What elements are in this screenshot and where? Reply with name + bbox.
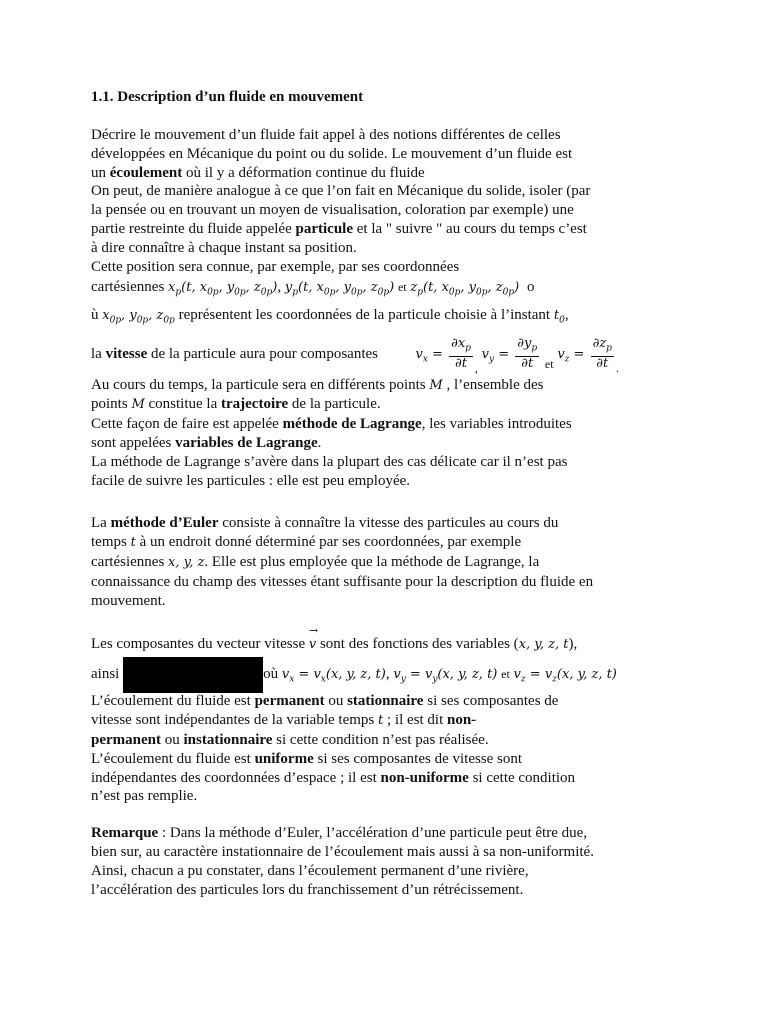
section-heading: 1.1. Description d’un fluide en mouvement — [91, 89, 364, 105]
text-line: La méthode de Lagrange s’avère dans la plupart des cas délicate car il n’est pas — [91, 453, 568, 470]
text-line: Les composantes du vecteur vitesse → v sont des fonctions des variables (x, y, z, t), — [91, 628, 691, 656]
text-line: l’accélération des particules lors du franchissement d’un rétrécissement. — [91, 881, 524, 898]
redacted-block — [123, 657, 263, 693]
fraction-dzp-dt: $\frac{\partial z_p}{\partial t}$ — [592, 336, 612, 371]
equation-initial-coords: $x_{0p}$, $y_{0p}$, $z_{0p}$ — [102, 307, 175, 326]
equation-vy: $v_y$ = — [481, 346, 514, 365]
vector-v-symbol: → v — [308, 624, 319, 653]
text-line: la pensée ou en trouvant un moyen de visualisation, coloration par exemple) une — [91, 202, 574, 219]
text-line: n’est pas remplie. — [91, 788, 198, 805]
text-line: permanent ou instationnaire si cette condition n’est pas réalisée. — [91, 731, 489, 748]
term-non: non- — [446, 712, 477, 729]
document-content — [91, 88, 691, 917]
paragraph-euler — [91, 514, 691, 610]
symbol-M: M — [429, 377, 443, 393]
text-line: développées en Mécanique du point ou du solide. Le mouvement d’un fluide est — [91, 145, 573, 162]
equation-zp: $z_p(t$, $x_{0p}$, $y_{0p}$, $z_{0p}$) — [410, 280, 520, 298]
text-line: Cette position sera connue, par exemple, par ses coordonnées — [91, 258, 460, 275]
term-ecoulement: écoulement — [109, 164, 183, 181]
text-line: vitesse sont indépendantes de la variable temps t ; il est dit non- — [91, 712, 477, 729]
paragraph-remarque — [91, 824, 691, 899]
text-line: connaissance du champ des vitesses étant suffisante pour la description du fluide en — [91, 573, 594, 590]
equation-vz-euler: $v_z = v_z(x$, y, z, t) — [513, 667, 617, 685]
term-vitesse: vitesse — [105, 345, 148, 362]
fraction-dxp-dt: $\frac{\partial x_p}{\partial t}$ — [451, 336, 471, 371]
equation-xp: $x_p(t$, $x_{0p}$, $y_{0p}$, $z_{0p}$) — [168, 280, 278, 298]
text-line: Au cours du temps, la particule sera en différents points M , l’ensemble des — [91, 376, 544, 393]
text-line: partie restreinte du fluide appelée particule et la " suivre " au cours du temps c’est — [91, 220, 587, 237]
text-line: Cette façon de faire est appelée méthode de Lagrange, les variables introduites — [91, 416, 572, 433]
equation-vx-euler: $v_x = v_x(x$, y, z, t) — [281, 667, 386, 685]
text-line: bien sur, au caractère instationnaire de l’écoulement mais aussi à sa non-uniformité. — [91, 843, 594, 860]
equation-t0: $t_0$ — [553, 307, 565, 326]
fraction-dyp-dt: $\frac{\partial y_p}{\partial t}$ — [517, 336, 538, 371]
text-line: points M constitue la trajectoire de la particule. — [91, 396, 381, 413]
term-permanent: permanent — [254, 693, 325, 710]
term-permanent: permanent — [91, 731, 161, 748]
paragraph-vitesse-euler — [91, 624, 691, 806]
equation-line-positions: cartésiennes $x_p(t$, $x_{0p}$, $y_{0p}$, $z_{0p}$), $y_p(t$, $x_{0p}$, $y_{0p}$, $z_{0p}$) et $z_p(t$, $x_{0p}$, $y_{0p}$, $z_{0p}$) o — [91, 279, 535, 298]
term-uniforme: uniforme — [254, 750, 314, 767]
term-remarque: Remarque — [91, 825, 159, 842]
text-line: à dire connaître à chaque instant sa position. — [91, 239, 357, 256]
paragraph-lagrange — [91, 126, 691, 490]
term-non-uniforme: non-uniforme — [380, 769, 469, 786]
equation-line-initial: ù $x_{0p}$, $y_{0p}$, $z_{0p}$ représentent les coordonnées de la particule choisie à l’instant $t_0$, — [91, 306, 569, 326]
equation-line-velocity: la vitesse de la particule aura pour composantes $v_x$ = $\frac{\partial x_p}{\partial t}$ $_,$ $v_y$ = $\frac{\partial y_p}{\partial t}$ $_{et}$ $v_z$ = $\frac{\partial z_p}{\partial t}$ $_.$ — [91, 336, 619, 375]
term-instationnaire: instationnaire — [183, 731, 273, 748]
equation-vz: $v_z$ = — [557, 346, 589, 365]
text-line: temps t à un endroit donné déterminé par ses coordonnées, par exemple — [91, 534, 522, 551]
text-line: un écoulement où il y a déformation continue du fluide — [91, 164, 425, 181]
symbol-variables: x, y, z, t — [518, 637, 569, 653]
text-line: indépendantes des coordonnées d’espace ; il est non-uniforme si cette condition — [91, 769, 576, 786]
symbol-t: t — [130, 535, 136, 551]
symbol-M: M — [131, 397, 145, 413]
text-line: Remarque : Dans la méthode d’Euler, l’accélération d’une particule peut être due, — [91, 825, 588, 842]
text-line: On peut, de manière analogue à ce que l’on fait en Mécanique du solide, isoler (par — [91, 183, 591, 200]
text-line: Décrire le mouvement d’un fluide fait appel à des notions différentes de celles — [91, 127, 561, 143]
text-line: L’écoulement du fluide est permanent ou stationnaire si ses composantes de — [91, 693, 559, 710]
symbol-xyz: x, y, z — [168, 554, 205, 570]
term-variables-lagrange: variables de Lagrange — [175, 434, 318, 451]
equation-line-euler-velocity: ainsi où $v_x = v_x(x$, y, z, t), $v_y = v_y(x$, y, z, t) et $v_z = v_z(x$, y, z, t) — [91, 656, 691, 692]
term-stationnaire: stationnaire — [347, 693, 424, 710]
text-line: L’écoulement du fluide est uniforme si ses composantes de vitesse sont — [91, 750, 523, 767]
symbol-t: t — [378, 713, 384, 729]
text-line: facile de suivre les particules : elle est peu employée. — [91, 472, 411, 489]
term-particule: particule — [295, 220, 353, 237]
text-line: sont appelées variables de Lagrange. — [91, 434, 322, 451]
text-line: Ainsi, chacun a pu constater, dans l’écoulement permanent d’une rivière, — [91, 862, 529, 879]
equation-yp: $y_p(t$, $x_{0p}$, $y_{0p}$, $z_{0p}$) — [284, 280, 395, 298]
term-methode-lagrange: méthode de Lagrange — [282, 416, 422, 433]
text-line: La méthode d’Euler consiste à connaître la vitesse des particules au cours du — [91, 515, 559, 532]
term-trajectoire: trajectoire — [220, 396, 289, 413]
term-methode-euler: méthode d’Euler — [110, 515, 219, 532]
equation-vx: $v_x$ = — [415, 346, 448, 365]
text-line: mouvement. — [91, 592, 166, 609]
text-line: cartésiennes x, y, z. Elle est plus employée que la méthode de Lagrange, la — [91, 553, 540, 570]
equation-vy-euler: $v_y = v_y(x$, y, z, t) — [393, 667, 498, 685]
